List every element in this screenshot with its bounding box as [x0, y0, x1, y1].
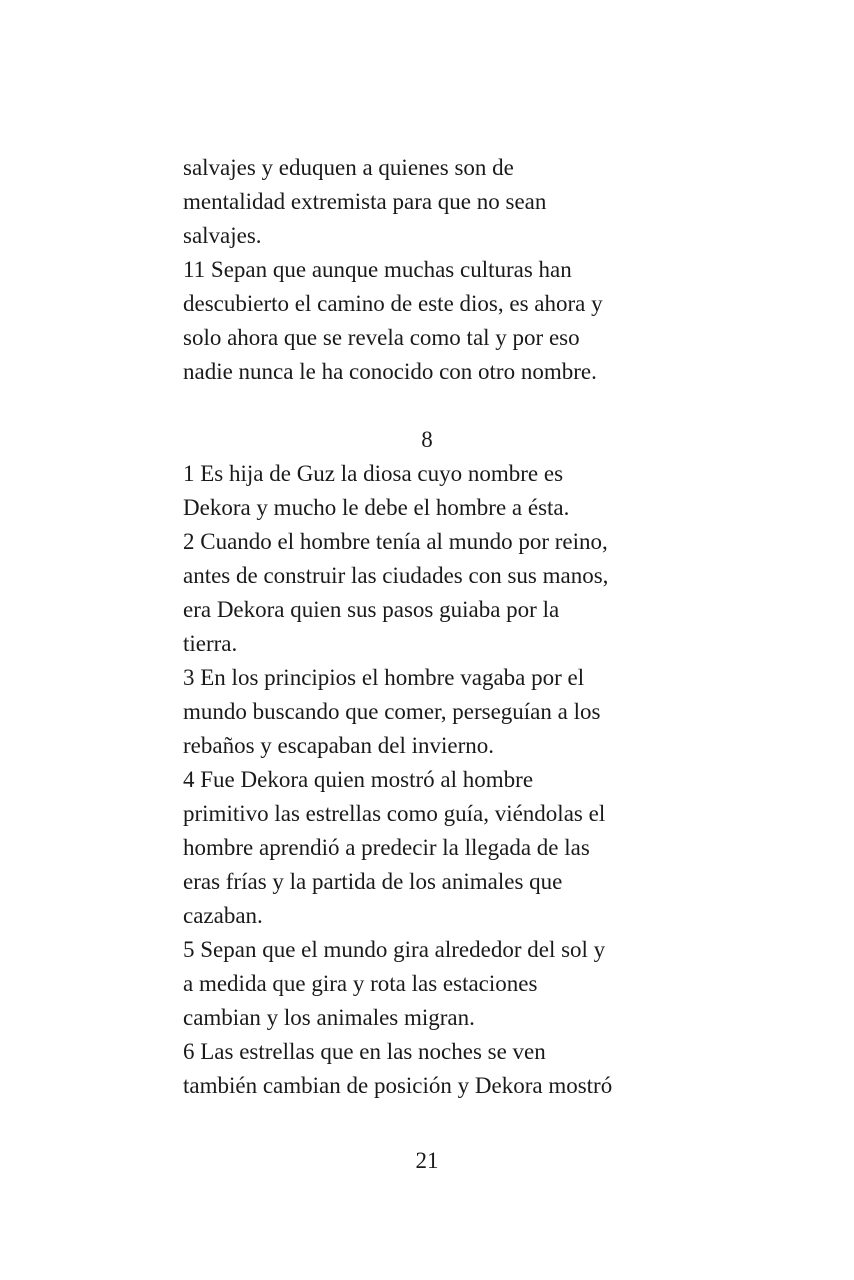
text-line: cambian y los animales migran. [183, 1005, 475, 1030]
page-number: 21 [415, 1148, 439, 1173]
continued-text-block [183, 151, 683, 389]
text-line: hombre aprendió a predecir la llegada de las [183, 835, 590, 860]
text-line: cazaban. [183, 903, 263, 928]
text-line: salvajes y eduquen a quienes son de [183, 155, 514, 180]
text-line: 11 Sepan que aunque muchas culturas han [183, 257, 572, 282]
text-line: 6 Las estrellas que en las noches se ven [183, 1039, 546, 1064]
text-line: mundo buscando que comer, perseguían a los [183, 699, 601, 724]
text-line: primitivo las estrellas como guía, viéndolas el [183, 801, 606, 826]
chapter-text-block [183, 457, 683, 1103]
text-line: mentalidad extremista para que no sean [183, 189, 547, 214]
text-line: 5 Sepan que el mundo gira alrededor del sol y [183, 937, 606, 962]
text-line: antes de construir las ciudades con sus manos, [183, 563, 609, 588]
text-line: a medida que gira y rota las estaciones [183, 971, 538, 996]
text-line: nadie nunca le ha conocido con otro nombre. [183, 359, 597, 384]
text-line: era Dekora quien sus pasos guiaba por la [183, 597, 560, 622]
text-line: 4 Fue Dekora quien mostró al hombre [183, 767, 534, 792]
text-line: Dekora y mucho le debe el hombre a ésta. [183, 495, 570, 520]
text-line: también cambian de posición y Dekora mostró [183, 1073, 613, 1098]
text-line: 2 Cuando el hombre tenía al mundo por reino, [183, 529, 608, 554]
text-line: rebaños y escapaban del invierno. [183, 733, 495, 758]
text-line: solo ahora que se revela como tal y por eso [183, 325, 580, 350]
text-line: salvajes. [183, 223, 262, 248]
text-line: eras frías y la partida de los animales que [183, 869, 563, 894]
text-line: 1 Es hija de Guz la diosa cuyo nombre es [183, 461, 564, 486]
text-line: tierra. [183, 631, 238, 656]
chapter-number: 8 [421, 427, 433, 452]
text-line: descubierto el camino de este dios, es ahora y [183, 291, 603, 316]
text-line: 3 En los principios el hombre vagaba por el [183, 665, 585, 690]
